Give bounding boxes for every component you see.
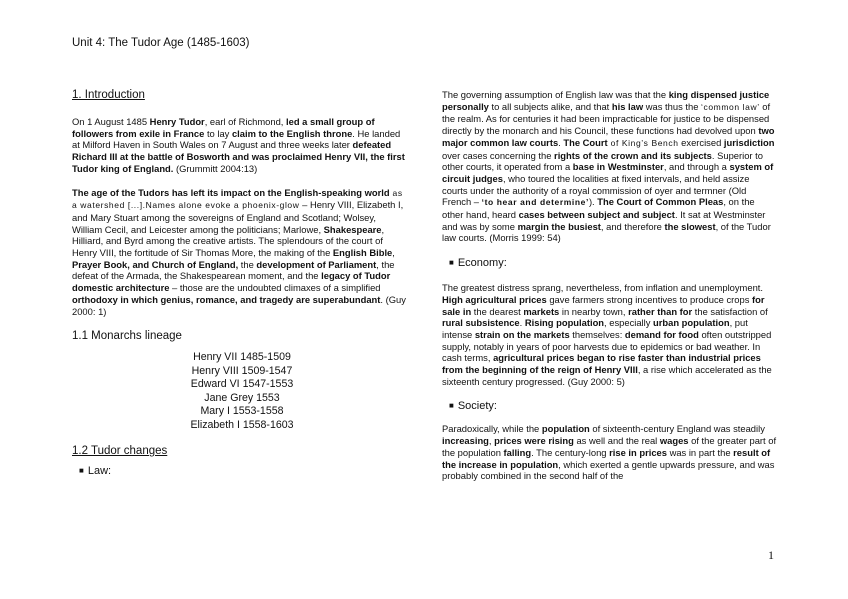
- bold-text-run: The Court of Common Pleas: [597, 196, 724, 208]
- bullet-society: [442, 399, 777, 413]
- text-run: themselves:: [569, 328, 625, 340]
- text-run: often outstripped supply, notably in years of poor harvests due to epidemics or bad weather. In cash terms,: [442, 328, 772, 364]
- bold-text-run: English Bible: [332, 247, 393, 259]
- bold-text-run: jurisdiction: [723, 136, 775, 148]
- bold-text-run: development of Parliament: [256, 258, 377, 270]
- text-run: The greatest distress sprang, nevertheless, from inflation and unemployment.: [442, 282, 763, 294]
- society-paragraph: [442, 423, 777, 482]
- bold-text-run: markets: [523, 305, 560, 317]
- text-run: was in part the: [666, 446, 734, 458]
- bold-text-run: prices were rising: [494, 435, 574, 447]
- text-run: , put intense: [442, 317, 748, 340]
- bold-text-run: rather than for: [628, 305, 693, 317]
- bold-text-run: demand for food: [624, 328, 699, 340]
- bold-text-run: for sale in: [442, 293, 765, 317]
- monarchs-lineage-list: [72, 351, 406, 432]
- bold-text-run: wages: [659, 435, 689, 447]
- bullet-label: Society:: [457, 400, 497, 413]
- text-run: ‘common law’: [701, 101, 760, 112]
- bold-text-run: The Court: [563, 136, 608, 148]
- text-run: , on the other hand, heard: [442, 196, 755, 221]
- bold-text-run: Prayer Book, and Church of England,: [72, 258, 239, 270]
- text-run: King’s Bench: [621, 137, 679, 148]
- text-run: of sixteenth-century England was steadily: [589, 423, 765, 435]
- text-run: of the realm. As for centuries it had been impracticable for justice to be dispensed directly by the monarch and his Council, these functions had devolved upon: [442, 100, 771, 137]
- bold-text-run: margin the busiest: [517, 220, 601, 232]
- section-heading-monarchs: 1.1 Monarchs lineage: [72, 330, 182, 343]
- bold-text-run: increasing: [442, 435, 489, 447]
- text-run: the: [238, 258, 257, 270]
- text-run: , and through a: [663, 161, 730, 173]
- text-run: gave farmers strong incentives to produce crops: [546, 293, 753, 305]
- intro-paragraph-1: [72, 116, 406, 175]
- text-run: . He landed at Milford Haven in South Wales on 7 August and three weeks later: [72, 127, 401, 151]
- text-run: of: [607, 137, 622, 148]
- text-run: Paradoxically, while the: [442, 423, 542, 435]
- bold-text-run: orthodoxy in which genius, romance, and tragedy are superabundant: [72, 293, 381, 305]
- text-run: ,: [392, 247, 395, 259]
- page-header: Unit 4: The Tudor Age (1485-1603): [72, 37, 250, 49]
- text-run: , and therefore: [600, 220, 665, 232]
- section-heading-introduction: 1. Introduction: [72, 89, 145, 101]
- text-run: over cases concerning the: [442, 149, 555, 161]
- text-run: – those are the undoubted climaxes of a simplified: [169, 282, 381, 294]
- bullet-square-icon: ■: [79, 466, 84, 476]
- bullet-label: Law:: [87, 465, 112, 478]
- text-run: . The century-long: [531, 446, 610, 458]
- text-run: .: [519, 317, 525, 329]
- text-run: , who toured the localities at fixed intervals, and held assize courts under the authority of a royal commission of oyer and termner (Old French –: [442, 172, 750, 208]
- page-number: 1: [768, 548, 774, 562]
- bold-text-run: rural subsistence: [442, 317, 520, 329]
- text-run: the satisfaction of: [692, 305, 768, 317]
- bold-text-run: system of circuit judges: [442, 161, 774, 184]
- left-column: [72, 88, 406, 478]
- text-run: , a rise which accelerated as the sixteenth century progressed. (Guy 2000: 5): [442, 364, 772, 387]
- bold-text-run: base in Westminster: [572, 161, 664, 173]
- bold-text-run: result of the increase in population: [442, 446, 771, 470]
- bold-text-run: claim to the English throne: [231, 127, 353, 139]
- law-paragraph: [442, 89, 777, 244]
- text-run: . It sat at Westminster and was by some: [442, 209, 766, 232]
- right-column: [442, 89, 777, 482]
- bold-text-run: falling: [503, 446, 532, 458]
- text-run: .: [558, 136, 564, 148]
- bold-text-run: The age of the Tudors has left its impact on the English-speaking world: [72, 186, 390, 198]
- bold-text-run: defeated Richard III at the battle of Bosworth and was proclaimed Henry VII, the first Tudor king of England.: [72, 139, 405, 174]
- text-run: , Hilliard, and Byrd among the creative artists. The splendours of the court of Henry VIII, the fortitude of Sir Thomas More, the making of the: [72, 223, 385, 259]
- text-run: as well and the real: [573, 435, 660, 447]
- bold-text-run: Shakespeare: [323, 223, 382, 235]
- bold-text-run: king dispensed justice personally: [442, 89, 770, 112]
- text-run: ,: [488, 435, 495, 447]
- text-run: On 1 August 1485: [72, 116, 150, 127]
- monarch-entry: Elizabeth I 1558-1603: [190, 418, 294, 431]
- text-run: exercised: [678, 136, 724, 148]
- text-run: . (Guy 2000: 1): [72, 293, 406, 317]
- text-run: in nearby town,: [559, 305, 629, 317]
- text-run: , the defeat of the Armada, the Shakespearean moment, and the: [72, 258, 395, 282]
- bold-text-run: led a small group of followers from exile in France: [72, 116, 375, 139]
- bullet-law: [72, 464, 406, 478]
- text-run: to lay: [204, 127, 232, 139]
- bold-text-run: Rising population: [524, 317, 605, 329]
- text-run: , especially: [604, 317, 654, 329]
- text-run: The governing assumption of English law was that the: [442, 89, 669, 100]
- text-run: – Henry VIII, Elizabeth I, and Mary Stuart among the sovereigns of England and Scotland; Wolsey, William Cecil, and Leicester among the politicians; Marlowe,: [72, 199, 404, 235]
- bold-text-run: rights of the crown and its subjects: [554, 149, 712, 161]
- bold-text-run: population: [541, 423, 590, 435]
- bullet-economy: [442, 256, 777, 270]
- bold-text-run: ‘to hear and determine’: [481, 197, 589, 208]
- text-run: , earl of Richmond,: [204, 116, 287, 127]
- bold-text-run: rise in prices: [609, 446, 667, 458]
- text-run: , which exerted a gentle upwards pressure, and was probably combined in the second half of the: [442, 458, 775, 482]
- bold-text-run: High agricultural prices: [442, 293, 547, 305]
- bold-text-run: legacy of Tudor domestic architecture: [72, 270, 391, 294]
- text-run: was thus the: [643, 100, 702, 112]
- text-run: the dearest: [471, 305, 524, 317]
- monarch-entry: Jane Grey 1553: [204, 391, 280, 404]
- text-run: to all subjects alike, and that: [488, 100, 612, 112]
- text-run: of the greater part of the population: [442, 435, 777, 458]
- monarch-entry: Henry VIII 1509-1547: [191, 364, 293, 377]
- economy-paragraph: [442, 282, 777, 387]
- monarch-entry: Henry VII 1485-1509: [193, 351, 291, 364]
- bullet-label: Economy:: [457, 257, 507, 270]
- bullet-square-icon: ■: [449, 401, 454, 411]
- monarch-entry: Mary I 1553-1558: [200, 405, 284, 418]
- bold-text-run: agricultural prices began to rise faster than industrial prices from the beginning of the reign of Henry VIII: [442, 352, 761, 376]
- bold-text-run: urban population: [653, 317, 730, 329]
- text-run: ).: [588, 196, 598, 208]
- text-run: , of the Tudor law courts. (Morris 1999: 54): [442, 220, 771, 244]
- bold-text-run: two major common law courts: [442, 125, 775, 148]
- section-heading-tudor-changes: 1.2 Tudor changes: [72, 445, 168, 458]
- text-run: . Superior to other courts, it operated from a: [442, 149, 763, 173]
- bullet-square-icon: ■: [449, 258, 454, 268]
- bold-text-run: Henry Tudor: [149, 116, 205, 127]
- text-run: (Grummitt 2004:13): [173, 162, 258, 174]
- intro-paragraph-2: [72, 187, 406, 318]
- bold-text-run: strain on the markets: [474, 328, 570, 340]
- monarch-entry: Edward VI 1547-1553: [190, 378, 294, 391]
- bold-text-run: the slowest: [664, 220, 716, 232]
- bold-text-run: his law: [611, 100, 644, 112]
- bold-text-run: cases between subject and subject: [518, 209, 675, 221]
- text-run: as a watershed [...].Names alone evoke a phoenix-glow: [72, 187, 403, 211]
